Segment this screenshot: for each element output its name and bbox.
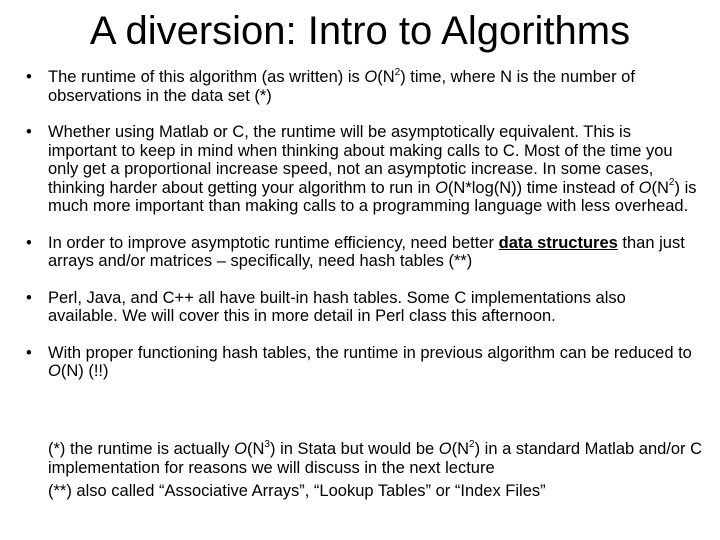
- bullet-text: [48, 123, 700, 216]
- text-run: (N) (!!): [60, 362, 109, 380]
- bullet-item: [28, 68, 700, 105]
- big-o-symbol: O: [364, 68, 378, 86]
- footnote-hash-tables: [48, 482, 708, 501]
- text-run: The runtime of this algorithm (as written) is: [48, 68, 365, 86]
- text-run: Whether using Matlab or C, the runtime will be asymptotically equivalent. This is important to keep in mind when thinking about making calls to C. Most of the time you only get a proportional increase speed, not an asymptotic increase. In some cases, thinking harder about getting your algorithm to run in: [48, 123, 673, 197]
- text-run: With proper functioning hash tables, the runtime in previous algorithm can be reduced to: [48, 343, 692, 362]
- text-run: In order to improve asymptotic runtime efficiency, need better: [48, 233, 499, 252]
- text-run: (N: [651, 178, 669, 197]
- bullet-dot-icon: •: [26, 123, 32, 141]
- bullet-text: [48, 289, 700, 326]
- bullet-dot-icon: •: [26, 68, 32, 86]
- big-o-symbol: O: [48, 362, 61, 380]
- big-o-symbol: O: [638, 178, 652, 197]
- text-run: ) in Stata but would be: [269, 440, 439, 458]
- bullet-text: [48, 234, 700, 271]
- text-run: (**) also called “Associative Arrays”, “Lookup Tables” or “Index Files”: [48, 482, 546, 500]
- big-o-symbol: O: [435, 178, 448, 197]
- bullet-item: [28, 344, 700, 381]
- text-run: ) is much more important than making calls to a programming language with less overhead.: [48, 178, 697, 215]
- emphasis-underlined: data structures: [498, 233, 618, 252]
- bullet-dot-icon: •: [26, 343, 32, 362]
- bullet-dot-icon: •: [26, 233, 32, 252]
- text-run: (N: [377, 68, 395, 86]
- superscript: 2: [668, 177, 675, 188]
- text-run: (N: [451, 440, 470, 458]
- superscript: 2: [469, 438, 475, 450]
- slide-title: A diversion: Intro to Algorithms: [89, 9, 631, 53]
- bullet-item: [28, 289, 700, 326]
- superscript: 2: [394, 66, 401, 78]
- text-run: (*) the runtime is actually: [48, 440, 235, 458]
- bullet-item: [28, 123, 700, 216]
- footnotes: [48, 440, 708, 506]
- bullet-text: [48, 344, 700, 381]
- text-run: Perl, Java, and C++ all have built-in hash tables. Some C implementations also available. We will cover this in more detail in Perl class this afternoon.: [48, 288, 626, 325]
- superscript: 3: [264, 438, 270, 450]
- bullet-text: [48, 68, 700, 105]
- text-run: (N: [247, 440, 265, 458]
- text-run: than just arrays and/or matrices – specifically, need hash tables (**): [48, 233, 685, 270]
- bullet-item: [28, 234, 700, 271]
- big-o-symbol: O: [234, 440, 247, 458]
- footnote-runtime: [48, 440, 708, 477]
- text-run: ) in a standard Matlab and/or C implementation for reasons we will discuss in the next lecture: [48, 440, 703, 477]
- big-o-symbol: O: [438, 440, 452, 458]
- bullet-dot-icon: •: [26, 288, 32, 307]
- text-run: (N*log(N)) time instead of: [447, 178, 639, 197]
- bullet-list: [28, 68, 700, 399]
- text-run: ) time, where N is the number of observations in the data set (*): [48, 68, 635, 105]
